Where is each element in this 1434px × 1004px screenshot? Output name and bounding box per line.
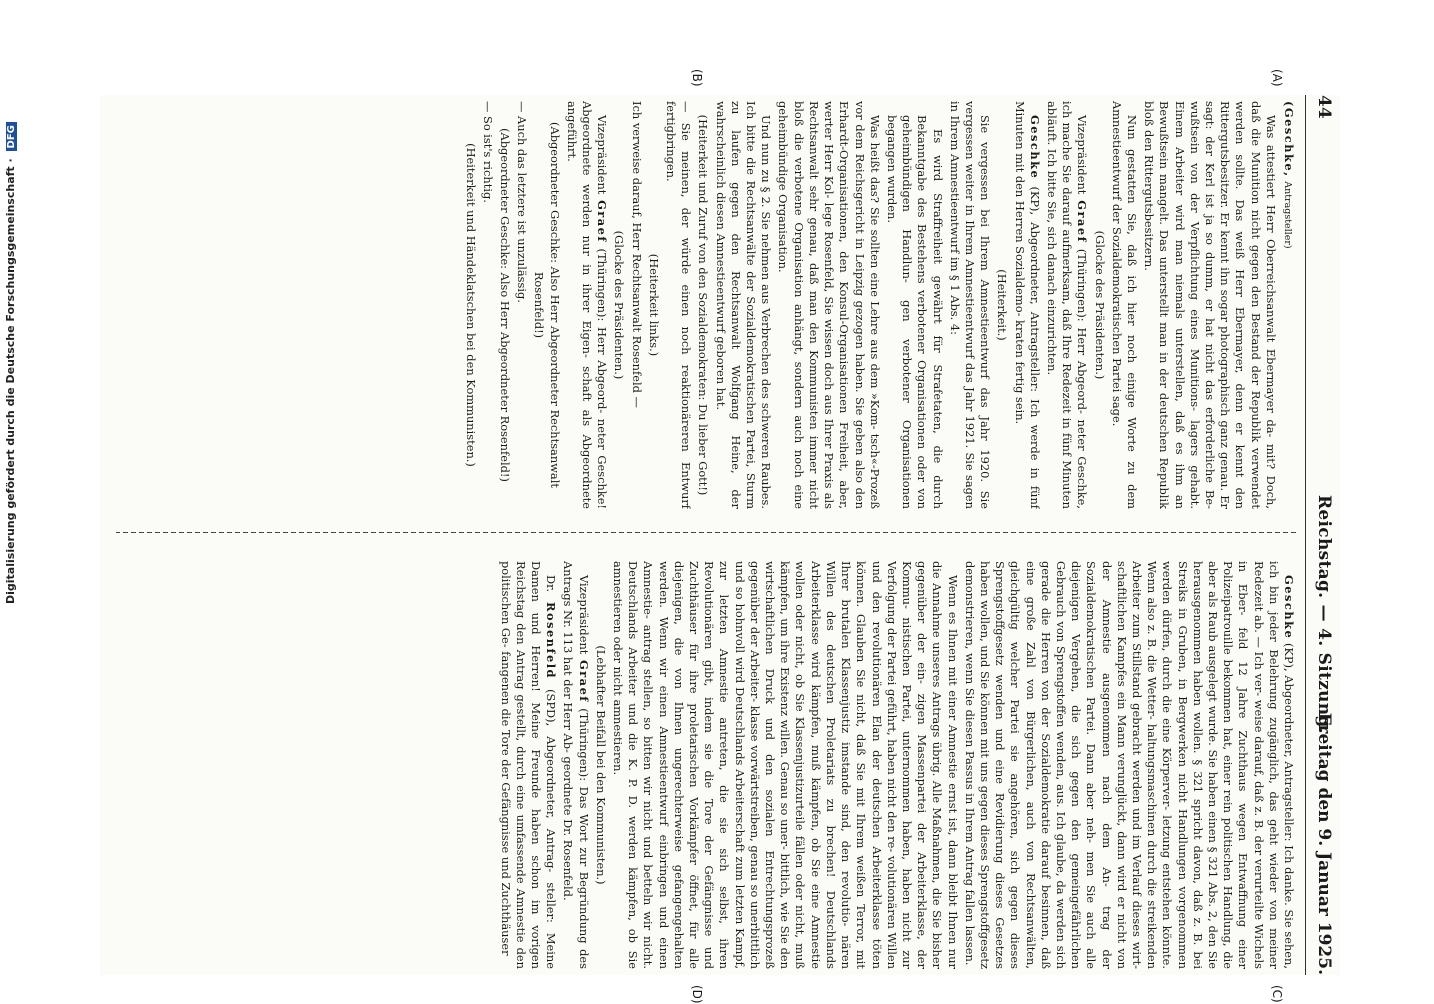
margin-marker-d: (D) [690,985,704,1004]
speaker-name: Graef [1075,200,1090,243]
paragraph: Wenn es Ihnen mit einer Amnestie ernst ist, dann bleibt Ihnen nur die Annahme unseres Antrags übrig. Alle Maßnahmen, die Sie bisher gegenüber der ein- zigen Massenpartei der Arbeiterklasse, der Kommu- nistischen Partei, unternommen haben, haben nicht zur Verfolgung der Partei geführt, haben nicht den re- volutionären Willen und den revolutionären Elan der deutschen Arbeiterklasse töten können. Glauben Sie nicht, daß Sie mit Ihrem weißen Terror, mit Ihrer brutalen Klassenjustiz imstande sind, den revolutio- nären Willen des deutschen Proletariats zu brechen! Deutschlands Arbeiterklasse wird kämpfen, muß kämpfen, ob Sie eine Amnestie wollen oder nicht, ob Sie Klassenjustizurteile fällen oder nicht, muß kämpfen, um ihre Existenz willen. Genau so uner- bittlich, wie Sie den wirtschaftlichen Druck und den sozialen Entrechtungsprozeß gegenüber der Arbeiter- klasse vorwärtstreiben, genau so unerbittlich und so hohnvoll wird Deutschlands Arbeiterschaft zum letzten Kampf, zur letzten Amnestie antreten, die sie sich selbst, ihren Revolutionären gibt, indem sie die Tore der Gefängnisse und Zuchthäuser für ihre proletarischen Vorkämpfer öffnet, für alle diejenigen, die von Ihnen ungerechterweise gefangengehalten werden. Wenn wir einen Amnestieentwurf einbringen und einen Amnestie- antrag stellen, so bitten wir nicht und betteln wir nicht. Deutschlands Arbeiter und die K. P. D. werden kämpfen, ob Sie amnestieren oder nicht amnestieren. [611,561,960,969]
margin-marker-a: (A) [1270,69,1284,87]
speaker-prefix: Vizepräsident [1075,115,1090,195]
right-column [116,561,1296,969]
stage-direction: (Glocke des Präsidenten.) [612,230,627,380]
paragraph: Und nun zu § 2. Sie nehmen aus Verbrechen des schweren Raubes. Ich bitte die Rechtsanwälte der Sozialdemokratischen Partei, Sturm zu laufen gegen den Rechtsanwalt Wolfgang Heine, der wahrscheinlich diesen Amnestieentwurf geboren hat. [713,101,774,509]
page-title: Reichstag. — 4. Sitzung. [1314,495,1334,734]
paragraph: — Auch das letztere ist unzulässig. [515,101,530,303]
speaker-prefix: Vizepräsident [576,575,591,655]
paragraph: — So ist's richtig. [480,101,495,203]
stage-direction: (Heiterkeit und Zuruf von den Sozialdemokraten: Du lieber Gott!) [696,114,711,496]
speech-text: (Thüringen): Herr Abgeord- neter Geschke, ich mache Sie darauf aufmerksam, daß Ihre Redezeit in fünf Minuten abläuft. Ich bitte Sie, sich danach einzurichten. [1044,101,1090,509]
speech-text: (KP), Abgeordneter, Antragsteller: Ich danke. Sie sehen, ich bin jeder Belehrung zugänglich, das geht wieder von meiner Redezeit ab. — Ich ver- weise darauf, daß z. B. der verurteilte Wichels in Eber- feld 12 Jahre Zuchthaus wegen Entwaffnung einer Polizeipatrouille bekommen hat, einer rein politischen Handlung, die aber als Raub ausgelegt wurde. Sie haben einen § 321 Abs. 2, den Sie herausgenommen haben wollen. § 321 spricht davon, daß z. B. bei Streiks in Gruben, in Bergwerken nicht Handlungen vorgenommen werden dürfen, durch die eine Körperver- letzung entstehen könnte. Wenn also z. B. die Wetter- haltungsmaschinen durch die streikenden Arbeiter zum Stillstand gebracht werden und im Verlauf dieses wirt- schaftlichen Kampfes ein Mann verunglückt, dann wird er nicht von der Amnestie ausgenommen nach dem An- trag der Sozialdemokratischen Partei. Dann aber neh- men Sie auch alle diejenigen Vergehen, die sich gegen den gemeingefährlichen Gebrauch von Sprengstoffen wenden, aus. Ich glaube, da werden sich gerade die Herren von der Sozialdemokratie darauf besinnen, daß eine große Zahl von Bürgerlichen, auch von Rechtsanwälten, gleichgültig welcher Partei sie angehören, sich gegen dieses Sprengstoffgesetz wenden und eine Revidierung dieses Gesetzes haben wollen, und Sie können mit uns gegen dieses Sprengstoffgesetz demonstrieren, wenn Sie diesen Passus in Ihrem Antrag fallen lassen. [962,561,1296,969]
speaker-name: Rosenfeld [544,602,559,679]
paragraph [962,561,1296,969]
speech-text: (SPD), Abgeordneter, Antrag- steller: Meine Damen und Herren! Meine Freunde haben schon im vorigen Reichstag den Antrag gestellt, durch eine umfassende Amnestie den politischen Ge- fangenen die Tore der Gefängnisse und Zuchthäuser [498,561,559,969]
page-date: Freitag den 9. Januar 1925. [1314,712,1334,975]
stage-direction: (Heiterkeit und Händeklatschen bei den Kommunisten.) [463,143,478,467]
speaker-name: Graef [595,200,610,243]
paragraph [497,561,558,969]
speaker-name: Geschke [1027,115,1042,180]
paragraph [1044,101,1090,509]
stage-direction: (Heiterkeit links.) [646,253,661,357]
header-rule [1305,95,1306,975]
paragraph: Was heißt das? Sie sollten eine Lehre aus dem »Kom- tsch«-Prozeß vor dem Reichsgericht in Leipzig gezogen haben. Sie geben also den Erhardt-Organisationen, den Konsul-Organisationen Freiheit, aber, werter Herr Kol- lege Rosenfeld, Sie wissen doch aus Ihrer Praxis als Rechtsanwalt sehr genau, daß man den Kommunisten immer nicht bloß die verbotene Organisation anhängt, sondern auch noch eine geheimbündige Organisation. [776,101,882,509]
paragraph: Ich verweise darauf, Herr Rechtsanwalt Rosenfeld — [629,101,644,408]
rotated-document-page [100,69,1340,1004]
speaker-role: Antragsteller) [1282,181,1293,249]
speech-text: (KP), Abgeordneter, Antragsteller: Ich werde in fünf Minuten mit den Herren Sozialdemo- kraten fertig sein. [1012,101,1042,509]
paragraph [1280,101,1296,509]
margin-marker-c: (C) [1270,985,1284,1003]
stage-direction: (Lebhafter Beifall bei den Kommunisten.) [593,645,608,885]
speaker-prefix: Vizepräsident [595,115,610,195]
column-divider [116,532,1296,533]
paragraph [1011,101,1041,509]
stage-direction: (Heiterkeit.) [995,269,1010,341]
paragraph: Was attestiert Herr Oberreichsanwalt Ebermayer da- mit? Doch, daß die Munition nicht gegen den Bestand der Republik verwendet werden sollte. Das weiß Herr Ebermayer, denn er kennt den Rittergutsbesitzer. Er kennt ihn sogar photographisch ganz genau. Er sagt: der Kerl ist ja so dumm, er hat nicht das erforderliche Be- wußtsein von der Verpflichtung eines Munitions- lagers gehabt. Einem Arbeiter wird man niemals unterstellen, daß es ihm an Bewußtsein mangelt. Das unterstellt man in der deutschen Republik bloß den Rittergutsbesitzern. [1142,101,1278,509]
speech-text: (Thüringen): Das Wort zur Begründung des Antrags Nr. 113 hat der Herr Ab- geordnete Dr. Rosenfeld. [561,561,591,969]
stage-direction: (Glocke des Präsidenten.) [1092,230,1107,380]
paragraph: Sie vergessen bei Ihrem Amnestieentwurf das Jahr 1920. Sie vergessen weiter in Ihrem Amnestieentwurf das Jahr 1921. Sie sagen in Ihrem Amnestieentwurf im § 1 Abs. 4: [947,101,993,509]
stage-direction: (Abgeordneter Geschke: Also Herr Abgeordneter Rosenfeld!) [498,128,513,482]
paragraph [564,101,610,509]
speaker-name: Geschke [1282,575,1296,640]
margin-marker-b: (B) [690,69,704,87]
speaker-name: (Geschke, [1282,101,1296,178]
paragraph: Nun gestatten Sie, daß ich hier noch einige Worte zu dem Amnestieentwurf der Sozialdemokratischen Partei sage. [1109,101,1139,509]
paragraph [560,561,590,969]
digitization-footer: Digitalisierung gefördert durch die Deutsche Forschungsgemeinschaft · DFG [4,122,17,604]
footer-text: Digitalisierung gefördert durch die Deutsche Forschungsgemeinschaft [4,166,17,604]
left-column [116,101,1296,509]
quotation: Es wird Straffreiheit gewährt für Strafetaten, die durch Bekanntgabe des Bestehens verbotener Organisationen oder von geheimbündigen Handlun- gen verbotener Organisationen begangen wurden. [884,115,945,509]
speaker-name: Graef [576,659,591,703]
stage-direction: (Abgeordneter Geschke: Also Herr Abgeordneter Rechtsanwalt Rosenfeld!) [532,122,562,488]
speaker-prefix: Dr. [544,575,559,592]
page-header [1310,95,1340,975]
paragraph: — Sie meinen, der würde einen noch reaktionäreren Entwurf fertigbringen. [664,101,694,509]
page-number: 44 [1314,95,1334,119]
dfg-logo: DFG [6,122,17,151]
speech-text: (Thüringen): Herr Abgeord- neter Geschke! Abgeordnete werden nur in ihrer Eigen- schaft als Abgeordnete angeführt. [564,101,610,509]
